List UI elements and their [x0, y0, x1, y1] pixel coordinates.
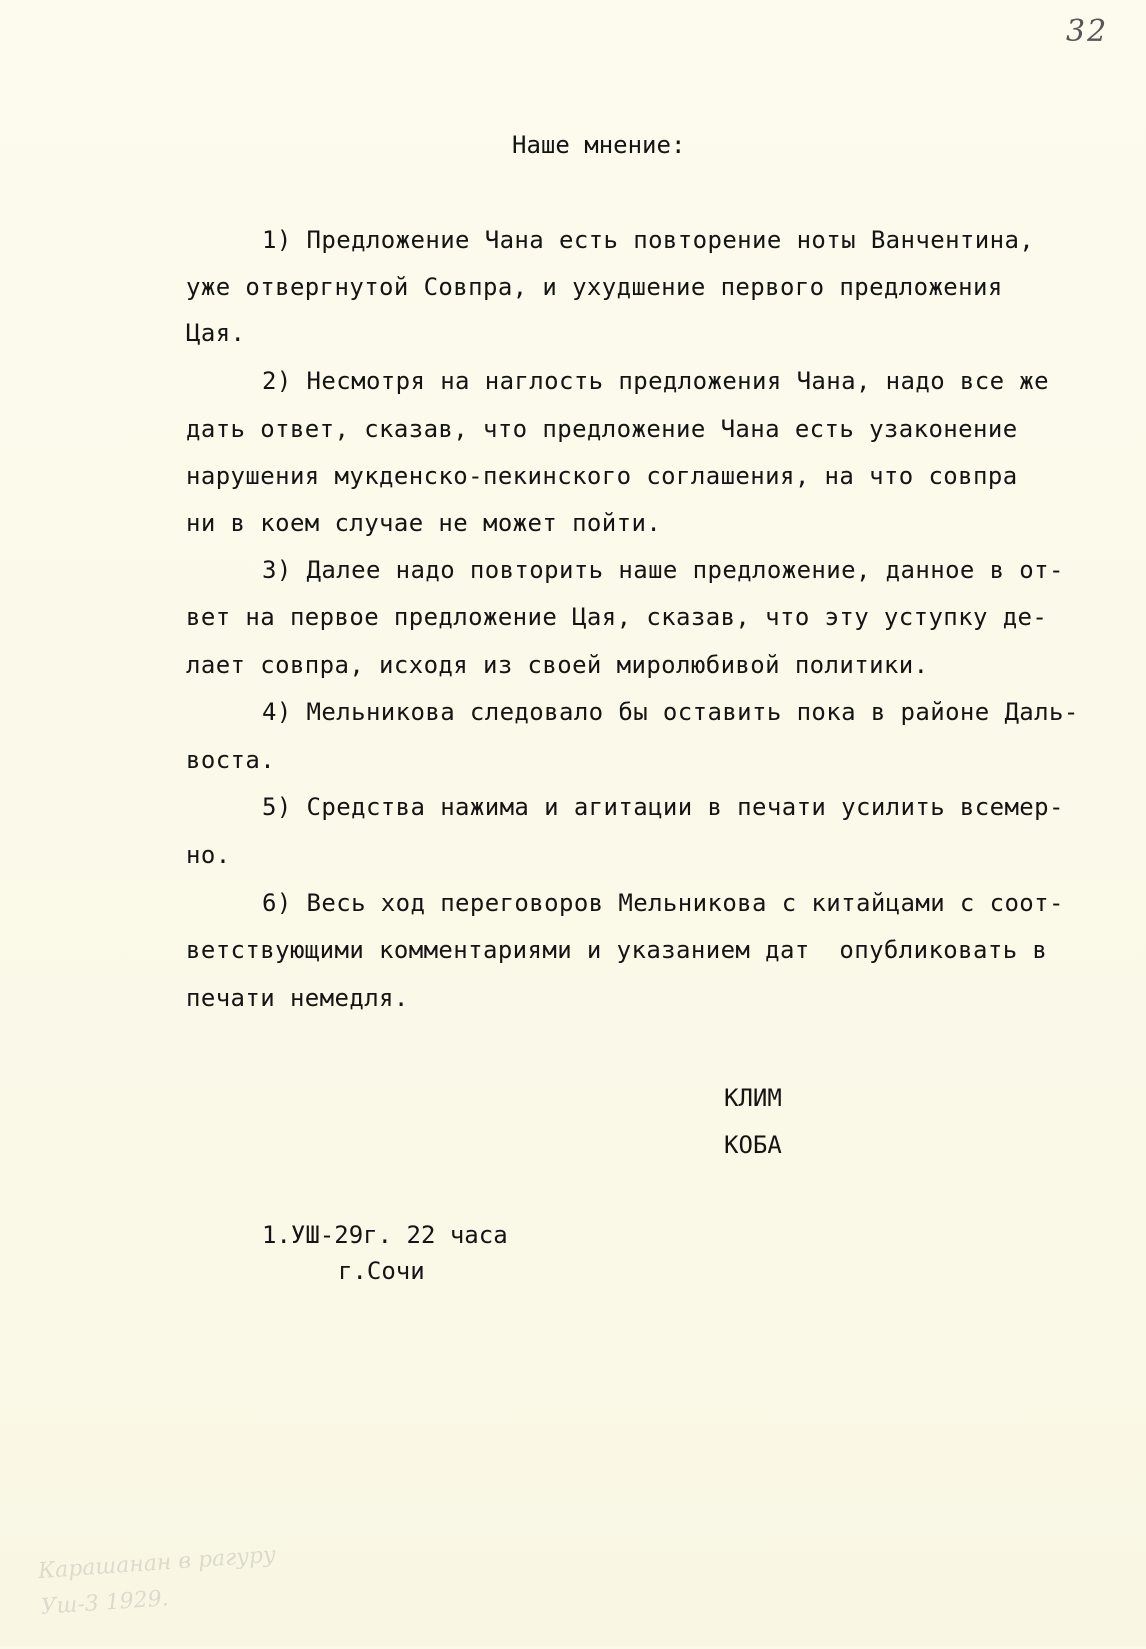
- paragraph-2-line-4: ни в коем случае не может пойти.: [186, 509, 662, 537]
- document-title: Наше мнение:: [512, 131, 686, 159]
- paragraph-3-line-3: лает совпра, исходя из своей миролюбивой политики.: [186, 651, 929, 679]
- paragraph-6-line-2: ветствующими комментариями и указанием дат опубликовать в: [186, 936, 1048, 964]
- faint-note-line-2: Уш-3 1929.: [39, 1586, 170, 1621]
- page-number: 32: [1066, 14, 1109, 49]
- paragraph-6-line-1: 6) Весь ход переговоров Мельникова с китайцами с соот-: [262, 889, 1064, 917]
- paragraph-4-line-1: 4) Мельникова следовало бы оставить пока в районе Даль-: [262, 698, 1079, 726]
- paragraph-5-line-1: 5) Средства нажима и агитации в печати усилить всемер-: [262, 793, 1064, 821]
- paragraph-1-line-2: уже отвергнутой Совпра, и ухудшение первого предложения: [186, 273, 1003, 301]
- paragraph-3-line-2: вет на первое предложение Цая, сказав, что эту уступку де-: [186, 603, 1048, 631]
- place-line: г.Сочи: [338, 1257, 425, 1285]
- paragraph-1-line-3: Цая.: [186, 319, 246, 347]
- paragraph-4-line-2: воста.: [186, 746, 276, 774]
- date-line: 1.УШ-29г. 22 часа: [262, 1221, 508, 1249]
- paragraph-2-line-1: 2) Несмотря на наглость предложения Чана, надо все же: [262, 367, 1050, 395]
- paragraph-2-line-3: нарушения мукденско-пекинского соглашения, на что совпра: [186, 462, 1018, 490]
- paragraph-1-line-1: 1) Предложение Чана есть повторение ноты Ванчентина,: [262, 226, 1035, 254]
- paragraph-5-line-2: но.: [186, 841, 231, 869]
- faint-note-line-1: Карашанан в рагуру: [37, 1542, 277, 1585]
- signature-klim: КЛИМ: [724, 1084, 782, 1112]
- paragraph-2-line-2: дать ответ, сказав, что предложение Чана есть узаконение: [186, 415, 1018, 443]
- paragraph-6-line-3: печати немедля.: [186, 984, 409, 1012]
- faint-handwritten-note: [37, 1536, 303, 1649]
- signature-koba: КОБА: [724, 1131, 782, 1159]
- paragraph-3-line-1: 3) Далее надо повторить наше предложение, данное в от-: [262, 556, 1064, 584]
